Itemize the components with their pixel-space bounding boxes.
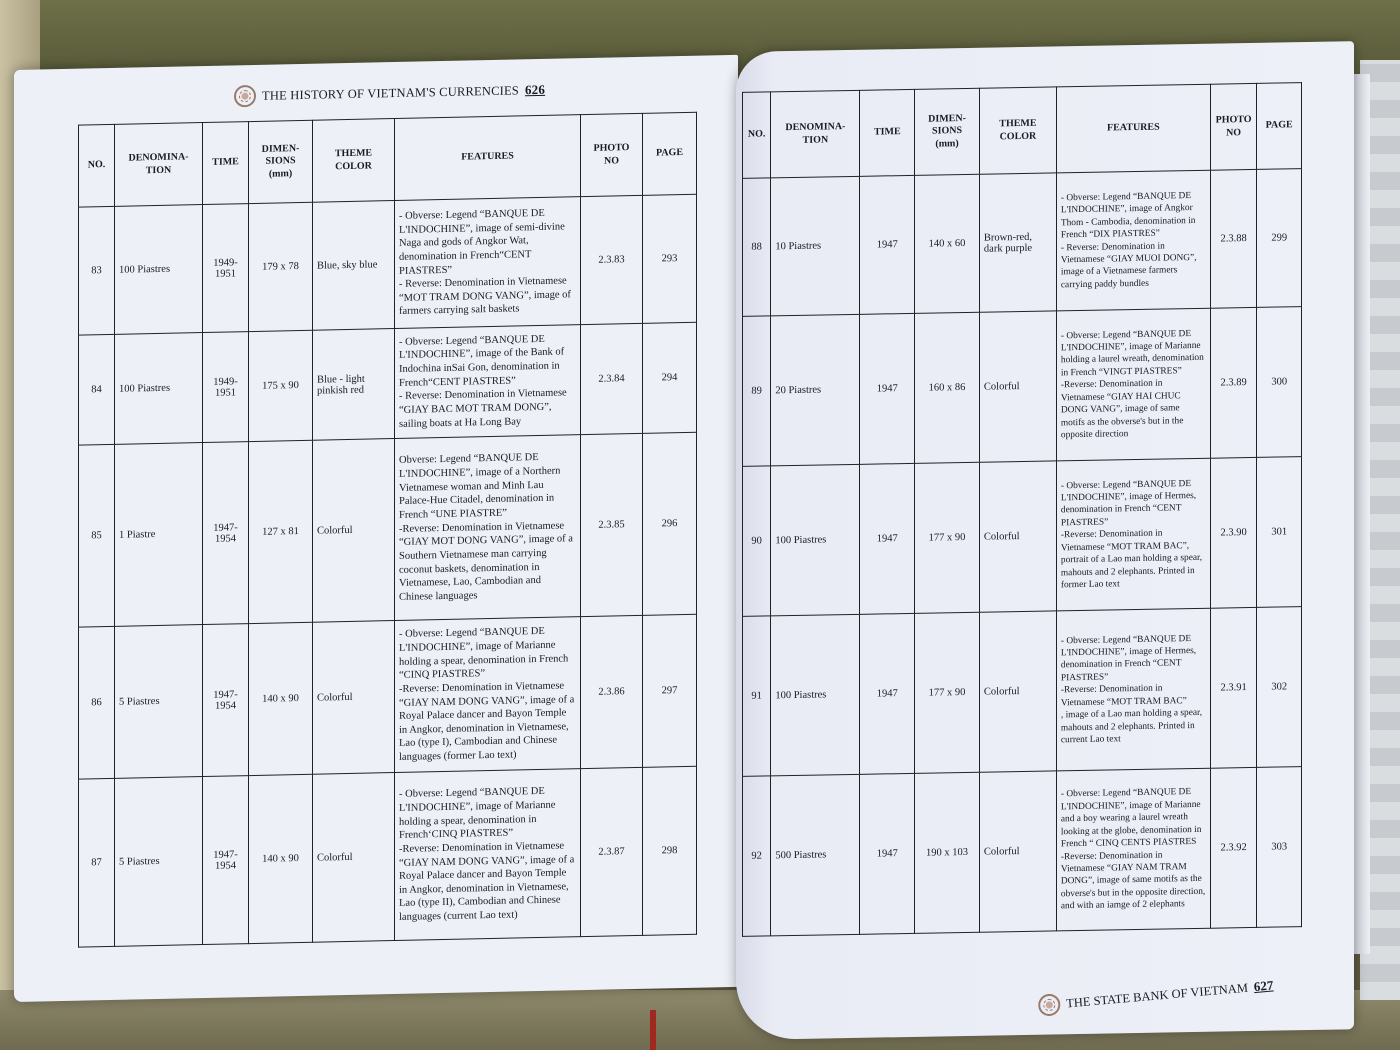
column-header-time: TIME <box>203 122 249 205</box>
cell-features: - Obverse: Legend “BANQUE DE L'INDOCHINE”, image of Marianne holding a spear, denomination in French‘CINQ PIASTRES” -Reverse: Denomination in Vietnamese “GIAY NAM DONG VANG”, image of a Royal Palace dancer and Bayon Temple in Angkor, denomination in Vietnamese, Lao (type II), Cambodian and Chinese languages (current Lao text) <box>395 769 581 941</box>
cell-theme-color: Colorful <box>313 773 395 943</box>
table-row <box>79 766 697 947</box>
cell-no: 90 <box>743 466 771 616</box>
cell-theme-color: Colorful <box>979 611 1056 772</box>
rosette-logo-icon <box>234 85 256 107</box>
cell-dimensions: 160 x 86 <box>915 312 980 463</box>
table-row <box>743 307 1302 467</box>
cell-features: - Obverse: Legend “BANQUE DE L'INDOCHINE”, image of Marianne holding a spear, denomination in French “CINQ PIASTRES” -Reverse: Denomination in Vietnamese “GIAY NAM DONG VANG”, image of a Royal Palace dancer and Bayon Temple in Angkor, denomination in Vietnamese, Lao (type I), Cambodian and Chinese languages (former Lao text) <box>395 617 581 773</box>
cell-no: 91 <box>743 616 771 776</box>
cell-photo-no: 2.3.86 <box>581 615 643 768</box>
left-page-header <box>234 79 545 108</box>
cell-features: - Obverse: Legend “BANQUE DE L'INDOCHINE”, image of semi-divine Naga and gods of Angkor Wat, denomination in French“CENT PIASTRES” - Reverse: Denomination in Vietnamese “MOT TRAM DONG VANG”, image of farmers carrying salt baskets <box>395 197 581 329</box>
cell-theme-color: Colorful <box>979 461 1056 612</box>
table-row <box>79 194 697 335</box>
cell-time: 1947 <box>860 613 915 774</box>
cell-no: 92 <box>743 776 771 936</box>
cell-dimensions: 127 x 81 <box>249 440 313 623</box>
column-header-time: TIME <box>860 89 915 176</box>
cell-no: 89 <box>743 316 771 466</box>
cell-page: 298 <box>643 766 697 935</box>
cell-dimensions: 177 x 90 <box>915 612 980 773</box>
cell-page: 294 <box>643 322 697 433</box>
column-header-photo-no: PHOTO NO <box>581 113 643 196</box>
cell-dimensions: 179 x 78 <box>249 202 313 331</box>
cell-denomination: 100 Piastres <box>771 464 860 616</box>
header-title: THE HISTORY OF VIETNAM'S CURRENCIES <box>262 82 519 103</box>
cell-theme-color: Blue, sky blue <box>313 201 395 331</box>
column-header-page: PAGE <box>643 112 697 195</box>
cell-denomination: 10 Piastres <box>771 176 860 316</box>
currency-table-right <box>742 82 1302 937</box>
cell-photo-no: 2.3.85 <box>581 433 643 616</box>
column-header-page: PAGE <box>1257 83 1302 170</box>
cell-no: 86 <box>79 626 115 779</box>
cell-theme-color: Brown-red, dark purple <box>979 173 1056 312</box>
cell-features: - Obverse: Legend “BANQUE DE L'INDOCHINE”, image of Marianne and a boy wearing a laurel wreath looking at the globe, denomination in French “ CINQ CENTS PIASTRES -Reverse: Denomination in Vietnamese “GIAY NAM TRAM DONG”, image of same motifs as the obverse's but in the opposite direction, and with an iamge of 2 elephants <box>1056 768 1210 931</box>
cell-no: 83 <box>79 206 115 335</box>
cell-theme-color: Colorful <box>313 621 395 775</box>
column-header-features: FEATURES <box>1056 84 1210 173</box>
cell-denomination: 5 Piastres <box>115 777 203 947</box>
column-header-dimensions: DIMEN- SIONS (mm) <box>249 120 313 203</box>
column-header-denomination: DENOMINA- TION <box>115 123 203 207</box>
bookmark-ribbon <box>650 1010 656 1050</box>
column-header-theme-color: THEME COLOR <box>979 87 1056 174</box>
page-number: 627 <box>1253 977 1275 995</box>
cell-page: 296 <box>643 432 697 615</box>
cell-denomination: 1 Piastre <box>115 443 203 627</box>
page-number: 626 <box>524 81 546 98</box>
cell-photo-no: 2.3.89 <box>1210 307 1257 458</box>
column-header-dimensions: DIMEN- SIONS (mm) <box>915 88 980 175</box>
table-row <box>743 169 1302 317</box>
currency-table-left <box>78 112 697 948</box>
table-row <box>743 457 1302 617</box>
cell-features: Obverse: Legend “BANQUE DE L'INDOCHINE”, image of a Northern Vietnamese woman and Minh Lau Palace-Hue Citadel, denomination in French “UNE PIASTRE” -Reverse: Denomination in Vietnamese “GIAY MOT DONG VANG”, image of a Southern Vietnamese man carrying coconut baskets, denomination in Vietnamese, Lao, Cambodian and Chinese languages <box>395 435 581 621</box>
cell-dimensions: 177 x 90 <box>915 462 980 613</box>
table-row <box>79 614 697 779</box>
left-page <box>14 55 738 1002</box>
cell-features: - Obverse: Legend “BANQUE DE L'INDOCHINE”, image of Angkor Thom - Cambodia, denomination in French “DIX PIASTRES” - Reverse: Denomination in Vietnamese “GIAY MUOI DONG”, image of a Vietnamese farmers carrying paddy bundles <box>1056 170 1210 311</box>
table-row <box>79 322 697 445</box>
cell-photo-no: 2.3.87 <box>581 767 643 936</box>
cell-no: 87 <box>79 778 115 947</box>
cell-time: 1947- 1954 <box>203 776 249 945</box>
table-row <box>79 432 697 627</box>
cell-time: 1947- 1954 <box>203 442 249 625</box>
cell-photo-no: 2.3.91 <box>1210 607 1257 768</box>
column-header-no: NO. <box>743 92 771 178</box>
cell-denomination: 500 Piastres <box>771 774 860 936</box>
cell-page: 301 <box>1257 457 1302 608</box>
cell-dimensions: 140 x 60 <box>915 174 980 313</box>
cell-page: 293 <box>643 194 697 323</box>
cell-page: 299 <box>1257 169 1302 308</box>
rosette-logo-icon <box>1038 993 1061 1017</box>
cell-time: 1947 <box>860 175 915 314</box>
cell-photo-no: 2.3.90 <box>1210 457 1257 608</box>
cell-time: 1949- 1951 <box>203 332 249 443</box>
cell-features: - Obverse: Legend “BANQUE DE L'INDOCHINE”, image of the Bank of Indochina inSai Gon, denomination in French“CENT PIASTRES” - Reverse: Denomination in Vietnamese “GIAY BAC MOT TRAM DONG”, sailing boats at Ha Long Bay <box>395 325 581 439</box>
cell-features: - Obverse: Legend “BANQUE DE L'INDOCHINE”, image of Marianne holding a laurel wreath, denomination in French “VINGT PIASTRES” -Reverse: Denomination in Vietnamese “GIAY HAI CHUC DONG VANG”, image of same motifs as the obverse's but in the opposite direction <box>1056 308 1210 461</box>
cell-features: - Obverse: Legend “BANQUE DE L'INDOCHINE”, image of Hermes, denomination in French “CENT PIASTRES” -Reverse: Denomination in Vietnamese “MOT TRAM BAC” , image of a Lao man holding a spear, mahouts and 2 elephants. Printed in current Lao text <box>1056 608 1210 771</box>
column-header-theme-color: THEME COLOR <box>313 119 395 203</box>
cell-theme-color: Colorful <box>979 771 1056 932</box>
cell-photo-no: 2.3.84 <box>581 323 643 434</box>
cell-denomination: 100 Piastres <box>115 205 203 335</box>
cell-photo-no: 2.3.92 <box>1210 767 1257 928</box>
table-row <box>743 767 1302 937</box>
column-header-photo-no: PHOTO NO <box>1210 83 1257 170</box>
column-header-denomination: DENOMINA- TION <box>771 90 860 178</box>
table-header-row <box>79 112 697 207</box>
book-page-edge <box>1354 74 1370 954</box>
cell-page: 302 <box>1257 607 1302 768</box>
cell-denomination: 100 Piastres <box>771 614 860 776</box>
cell-time: 1947 <box>860 773 915 934</box>
cell-photo-no: 2.3.88 <box>1210 169 1257 308</box>
column-header-no: NO. <box>79 124 115 207</box>
cell-page: 303 <box>1257 767 1302 928</box>
footer-title: THE STATE BANK OF VIETNAM <box>1066 980 1249 1010</box>
cell-theme-color: Blue - light pinkish red <box>313 329 395 441</box>
cell-theme-color: Colorful <box>979 311 1056 462</box>
cell-denomination: 100 Piastres <box>115 333 203 445</box>
cell-dimensions: 175 x 90 <box>249 330 313 441</box>
cell-features: - Obverse: Legend “BANQUE DE L'INDOCHINE”, image of Hermes, denomination in French “CENT PIASTRES” -Reverse: Denomination in Vietnamese “MOT TRAM BAC”, portrait of a Lao man holding a spear, mahouts and 2 elephants. Printed in former Lao text <box>1056 458 1210 611</box>
cell-theme-color: Colorful <box>313 439 395 623</box>
cell-denomination: 5 Piastres <box>115 625 203 779</box>
cell-photo-no: 2.3.83 <box>581 195 643 324</box>
cell-page: 297 <box>643 614 697 767</box>
cell-dimensions: 140 x 90 <box>249 622 313 775</box>
cell-dimensions: 140 x 90 <box>249 774 313 943</box>
cell-time: 1949- 1951 <box>203 204 249 333</box>
table-row <box>743 607 1302 777</box>
cell-dimensions: 190 x 103 <box>915 772 980 933</box>
column-header-features: FEATURES <box>395 115 581 201</box>
cell-time: 1947 <box>860 313 915 464</box>
cell-denomination: 20 Piastres <box>771 314 860 466</box>
right-page <box>736 41 1354 1040</box>
cell-no: 85 <box>79 444 115 627</box>
cell-time: 1947 <box>860 463 915 614</box>
table-header-row <box>743 83 1302 179</box>
cell-page: 300 <box>1257 307 1302 458</box>
cell-no: 84 <box>79 334 115 445</box>
cell-time: 1947- 1954 <box>203 624 249 777</box>
right-page-footer <box>1038 974 1275 1016</box>
cell-no: 88 <box>743 178 771 316</box>
